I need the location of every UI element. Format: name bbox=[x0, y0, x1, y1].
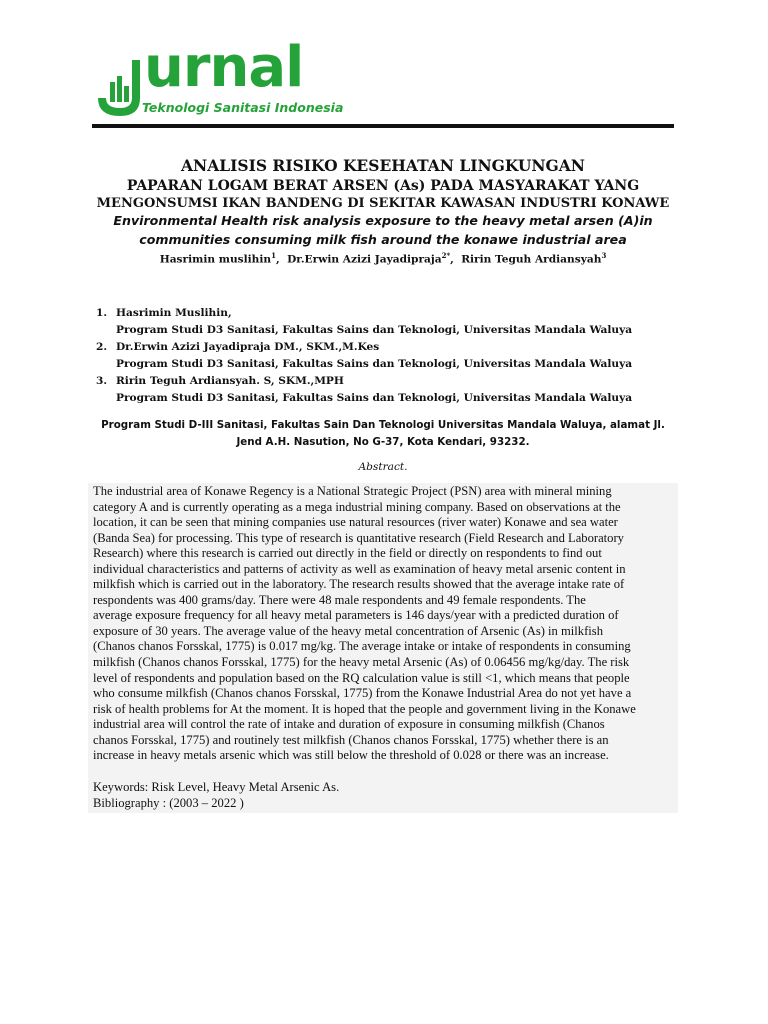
institution-address bbox=[92, 417, 674, 451]
abstract-line: category A and is currently operating as a mega industrial mining company. Based on observations at the bbox=[93, 499, 621, 514]
author-list: Hasrimin muslihin$^1$, Dr.Erwin Azizi Jayadipraja$^{2*}$, Ririn Teguh Ardiansyah$^3$ bbox=[159, 251, 607, 266]
keywords: Keywords: Risk Level, Heavy Metal Arsenic As. bbox=[93, 780, 340, 794]
address-line-1: Program Studi D-III Sanitasi, Fakultas Sain Dan Teknologi Universitas Mandala Waluya, alamat Jl. bbox=[101, 419, 665, 431]
abstract-line: respondents was 400 grams/day. There were 48 male respondents and 49 female respondents. The bbox=[93, 592, 586, 607]
affiliation-number: 3. bbox=[96, 375, 108, 387]
bibliography: Bibliography : (2003 – 2022 ) bbox=[93, 796, 244, 810]
abstract-line: who consume milkfish (Chanos chanos Forsskal, 1775) from the Konawe Industrial Area do not yet have a bbox=[93, 686, 632, 701]
journal-logo bbox=[92, 35, 344, 125]
paper-title-line-1: ANALISIS RISIKO KESEHATAN LINGKUNGAN bbox=[181, 156, 585, 175]
header-rule bbox=[92, 124, 674, 128]
abstract-line: (Chanos chanos Forsskal, 1775) is 0.017 mg/kg. The average intake or intake of respondents in consuming bbox=[93, 639, 631, 654]
affiliation-program: Program Studi D3 Sanitasi, Fakultas Sains dan Teknologi, Universitas Mandala Waluya bbox=[116, 392, 633, 404]
abstract-line: average exposure frequency for all heavy metal parameters is 146 days/year with a predicted duration of bbox=[93, 608, 619, 623]
affiliation-program: Program Studi D3 Sanitasi, Fakultas Sains dan Teknologi, Universitas Mandala Waluya bbox=[116, 358, 633, 370]
affiliation-name: Dr.Erwin Azizi Jayadipraja DM., SKM.,M.Kes bbox=[116, 341, 380, 353]
author-1-sup: 1 bbox=[271, 251, 276, 260]
affiliation-number: 2. bbox=[96, 341, 108, 353]
address-line-2: Jend A.H. Nasution, No G-37, Kota Kendari, 93232. bbox=[236, 436, 530, 448]
affiliation-number: 1. bbox=[96, 307, 108, 319]
abstract-line: risk of health problems for At the moment. It is hoped that the people and government living in the Konawe bbox=[93, 701, 636, 716]
abstract-line: exposure of 30 years. The average value of the heavy metal concentration of Arsenic (As) in milkfish bbox=[93, 623, 603, 638]
abstract-line: industrial area will control the rate of intake and duration of exposure in consuming milkfish (Chanos bbox=[93, 717, 605, 732]
abstract-line: milkfish which is carried out in the laboratory. The research results showed that the average intake rate of bbox=[93, 577, 625, 592]
english-title-line-2: communities consuming milk fish around the konawe industrial area bbox=[139, 232, 627, 247]
author-2-sup: 2* bbox=[441, 251, 451, 260]
affiliation-program: Program Studi D3 Sanitasi, Fakultas Sains dan Teknologi, Universitas Mandala Waluya bbox=[116, 324, 633, 336]
abstract-line: Research) where this research is carried out directly in the field or directly on respondents to find out bbox=[93, 546, 602, 561]
paper-title-line-3: MENGONSUMSI IKAN BANDENG DI SEKITAR KAWASAN INDUSTRI KONAWE bbox=[96, 196, 670, 211]
abstract-line: chanos Forsskal, 1775) and routinely test milkfish (Chanos chanos Forsskal, 1775) whether there is an bbox=[93, 732, 609, 747]
abstract-line: milkfish (Chanos chanos Forsskal, 1775) for the heavy metal Arsenic (As) of 0.06456 mg/kg/day. The risk bbox=[93, 655, 630, 670]
abstract-line: level of respondents and population based on the RQ calculation value is still <1, which means that people bbox=[93, 670, 630, 685]
abstract-line: location, it can be seen that mining companies use natural resources (river water) Konawe and sea water bbox=[93, 515, 618, 530]
author-2: Dr.Erwin Azizi Jayadipraja bbox=[287, 253, 442, 266]
abstract-line: increase in heavy metals arsenic which was still below the threshold of 0.028 or there was an increase. bbox=[93, 748, 609, 763]
affiliation-name: Ririn Teguh Ardiansyah. S, SKM.,MPH bbox=[116, 375, 344, 387]
abstract-body bbox=[93, 484, 675, 764]
logo-wordmark: urnal bbox=[144, 35, 304, 100]
logo-subtitle: Teknologi Sanitasi Indonesia bbox=[142, 100, 344, 115]
author-3: Ririn Teguh Ardiansyah bbox=[461, 253, 602, 266]
affiliation-name: Hasrimin Muslihin, bbox=[116, 307, 232, 319]
abstract-line: individual characteristics and patterns of activity as well as examination of heavy metal arsenic content in bbox=[93, 561, 626, 576]
paper-title-line-2: PAPARAN LOGAM BERAT ARSEN (As) PADA MASYARAKAT YANG bbox=[126, 178, 640, 194]
abstract-line: The industrial area of Konawe Regency is a National Strategic Project (PSN) area with mineral mining bbox=[93, 484, 612, 498]
author-1: Hasrimin muslihin bbox=[159, 253, 272, 266]
english-title-line-1: Environmental Health risk analysis exposure to the heavy metal arsen (A)in bbox=[113, 213, 653, 228]
abstract-line: (Banda Sea) for processing. This type of research is quantitative research (Field Research and Laboratory bbox=[93, 530, 624, 545]
abstract-heading: Abstract. bbox=[358, 461, 408, 473]
author-3-sup: 3 bbox=[601, 251, 607, 260]
